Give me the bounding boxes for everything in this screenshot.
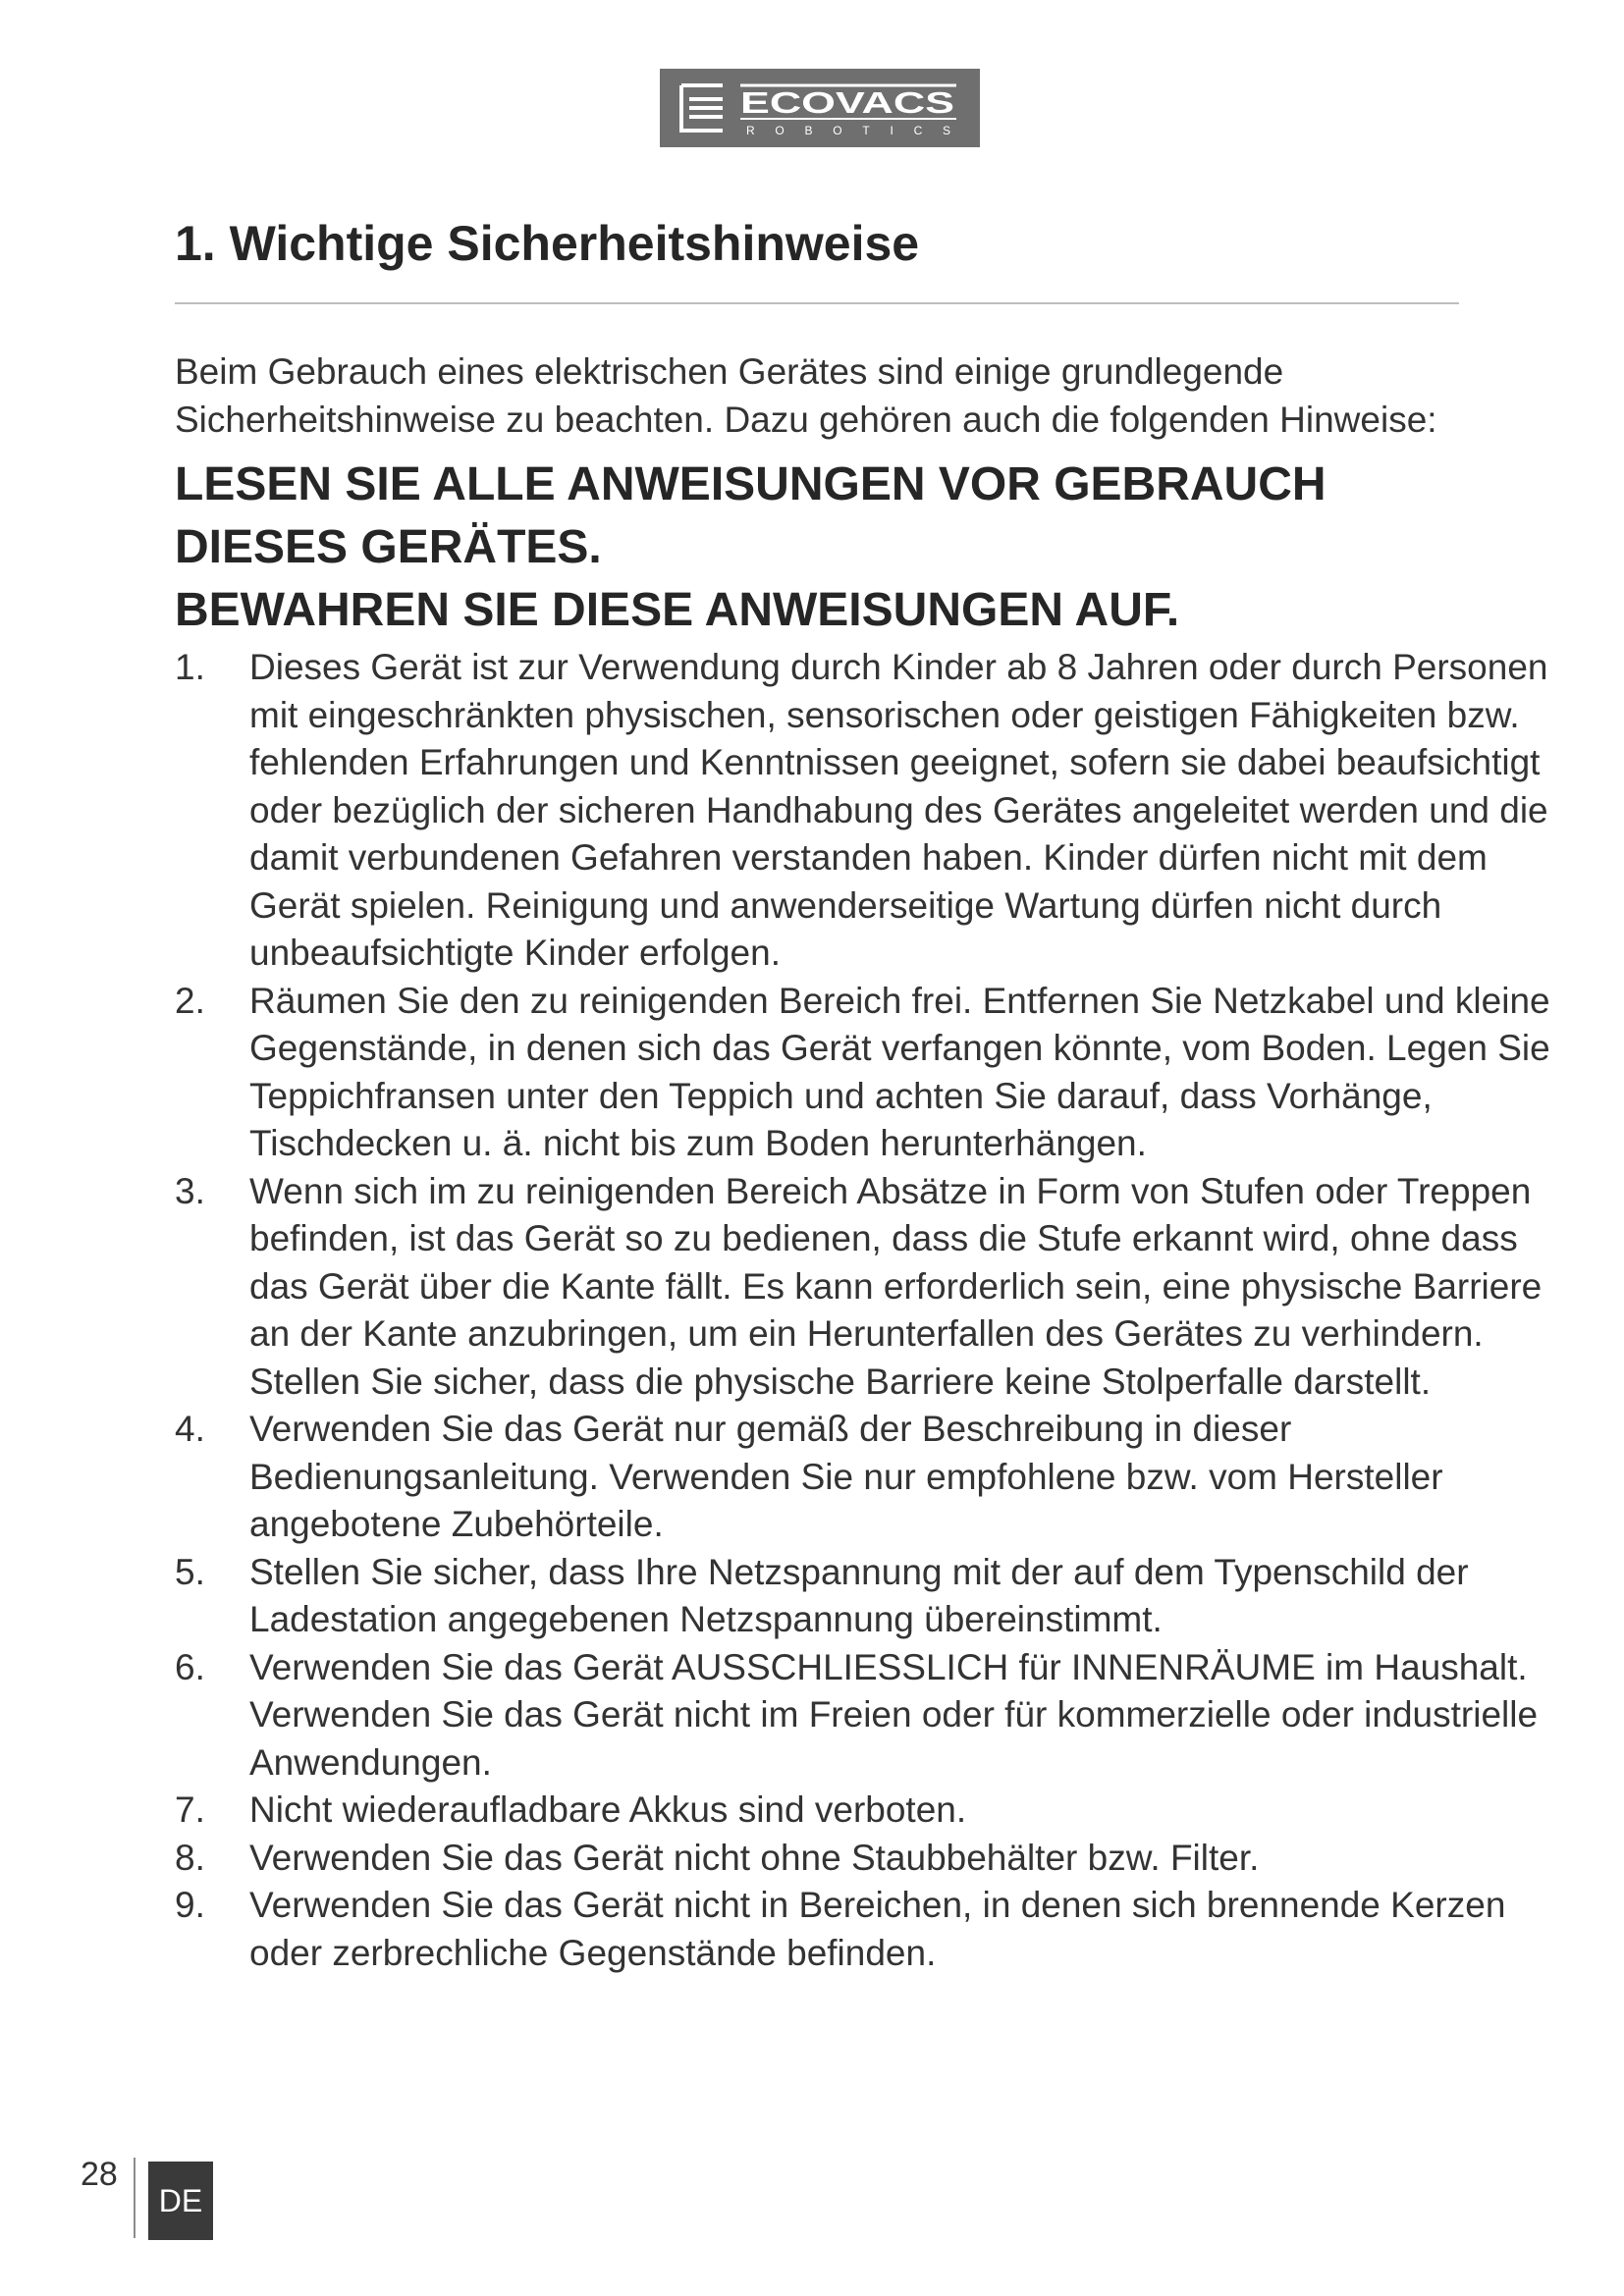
list-item-text: Verwenden Sie das Gerät nicht ohne Staubbehälter bzw. Filter. (249, 1837, 1260, 1878)
list-item-number: 9. (175, 1885, 205, 1925)
list-item-number: 1. (175, 647, 205, 687)
ecovacs-logo-mark (677, 78, 962, 138)
list-item-text: Nicht wiederaufladbare Akkus sind verboten. (249, 1789, 967, 1830)
list-item-text: Stellen Sie sicher, dass Ihre Netzspannung mit der auf dem Typenschild der Ladestation angegebenen Netzspannung übereinstimmt. (249, 1551, 1469, 1639)
list-item-number: 3. (175, 1170, 205, 1211)
list-item-text: Wenn sich im zu reinigenden Bereich Absätze in Form von Stufen oder Treppen befinden, ist das Gerät so zu bedienen, dass die Stufe erkannt wird, ohne dass das Gerät über die Kante fällt. Es kann erforderlich sein, eine physische Barriere an der Kante anzubringen, um ein Herunterfallen des Gerätes zu verhindern. Stellen Sie sicher, dass die physische Barriere keine Stolperfalle darstellt. (249, 1170, 1543, 1402)
list-item-text: Verwenden Sie das Gerät nicht in Bereichen, in denen sich brennende Kerzen oder zerbrechliche Gegenstände befinden. (249, 1885, 1506, 1973)
list-item-number: 5. (175, 1551, 205, 1592)
list-item-number: 6. (175, 1646, 205, 1687)
list-item-number: 8. (175, 1837, 205, 1878)
list-item-number: 4. (175, 1409, 205, 1449)
safety-list (175, 644, 1559, 1977)
brand-subtitle: ROBOTICS (746, 124, 950, 137)
list-item (175, 1835, 1559, 1883)
list-item-text: Verwenden Sie das Gerät nur gemäß der Beschreibung in dieser Bedienungsanleitung. Verwenden Sie nur empfohlene bzw. vom Hersteller angebotene Zubehörteile. (249, 1409, 1443, 1544)
intro-paragraph: Beim Gebrauch eines elektrischen Gerätes sind einige grundlegende Sicherheitshinweise zu beachten. Dazu gehören auch die folgenden Hinweise: (175, 351, 1437, 440)
list-item (175, 978, 1559, 1168)
warning-keep-instructions: BEWAHREN SIE DIESE ANWEISUNGEN AUF. (175, 584, 1180, 636)
list-item (175, 1549, 1559, 1644)
page-number: 28 (81, 2156, 118, 2193)
list-item (175, 1787, 1559, 1835)
list-item (175, 644, 1559, 978)
list-item-number: 2. (175, 980, 205, 1021)
list-item (175, 1406, 1559, 1549)
list-item-text: Räumen Sie den zu reinigenden Bereich frei. Entfernen Sie Netzkabel und kleine Gegenstände, in denen sich das Gerät verfangen könnte, vom Boden. Legen Sie Teppichfransen unter den Teppich und achten Sie darauf, dass Vorhänge, Tischdecken u. ä. nicht bis zum Boden herunterhängen. (249, 980, 1550, 1163)
warning-read-instructions: LESEN SIE ALLE ANWEISUNGEN VOR GEBRAUCH DIESES GERÄTES. (175, 458, 1326, 573)
list-item (175, 1644, 1559, 1788)
warning-block (175, 454, 1559, 642)
list-item (175, 1168, 1559, 1407)
page-title: 1. Wichtige Sicherheitshinweise (175, 216, 920, 271)
safety-content (175, 348, 1559, 1977)
language-badge: DE (148, 2162, 213, 2240)
brand-name: ECOVACS (740, 85, 954, 120)
ecovacs-logo (660, 69, 980, 147)
list-item-text: Dieses Gerät ist zur Verwendung durch Kinder ab 8 Jahren oder durch Personen mit eingeschränkten physischen, sensorischen oder geistigen Fähigkeiten bzw. fehlenden Erfahrungen und Kenntnissen geeignet, sofern sie dabei beaufsichtigt oder bezüglich der sicheren Handhabung des Gerätes angeleitet werden und die damit verbundenen Gefahren verstanden haben. Kinder dürfen nicht mit dem Gerät spielen. Reinigung und anwenderseitige Wartung dürfen nicht durch unbeaufsichtigte Kinder erfolgen. (249, 647, 1548, 973)
list-item-text: Verwenden Sie das Gerät AUSSCHLIESSLICH für INNENRÄUME im Haushalt. Verwenden Sie das Gerät nicht im Freien oder für kommerzielle oder industrielle Anwendungen. (249, 1646, 1539, 1783)
list-item-number: 7. (175, 1789, 205, 1830)
footer-divider (134, 2158, 135, 2238)
list-item (175, 1882, 1559, 1977)
title-divider (175, 302, 1459, 304)
ecovacs-emblem-icon (681, 85, 723, 131)
